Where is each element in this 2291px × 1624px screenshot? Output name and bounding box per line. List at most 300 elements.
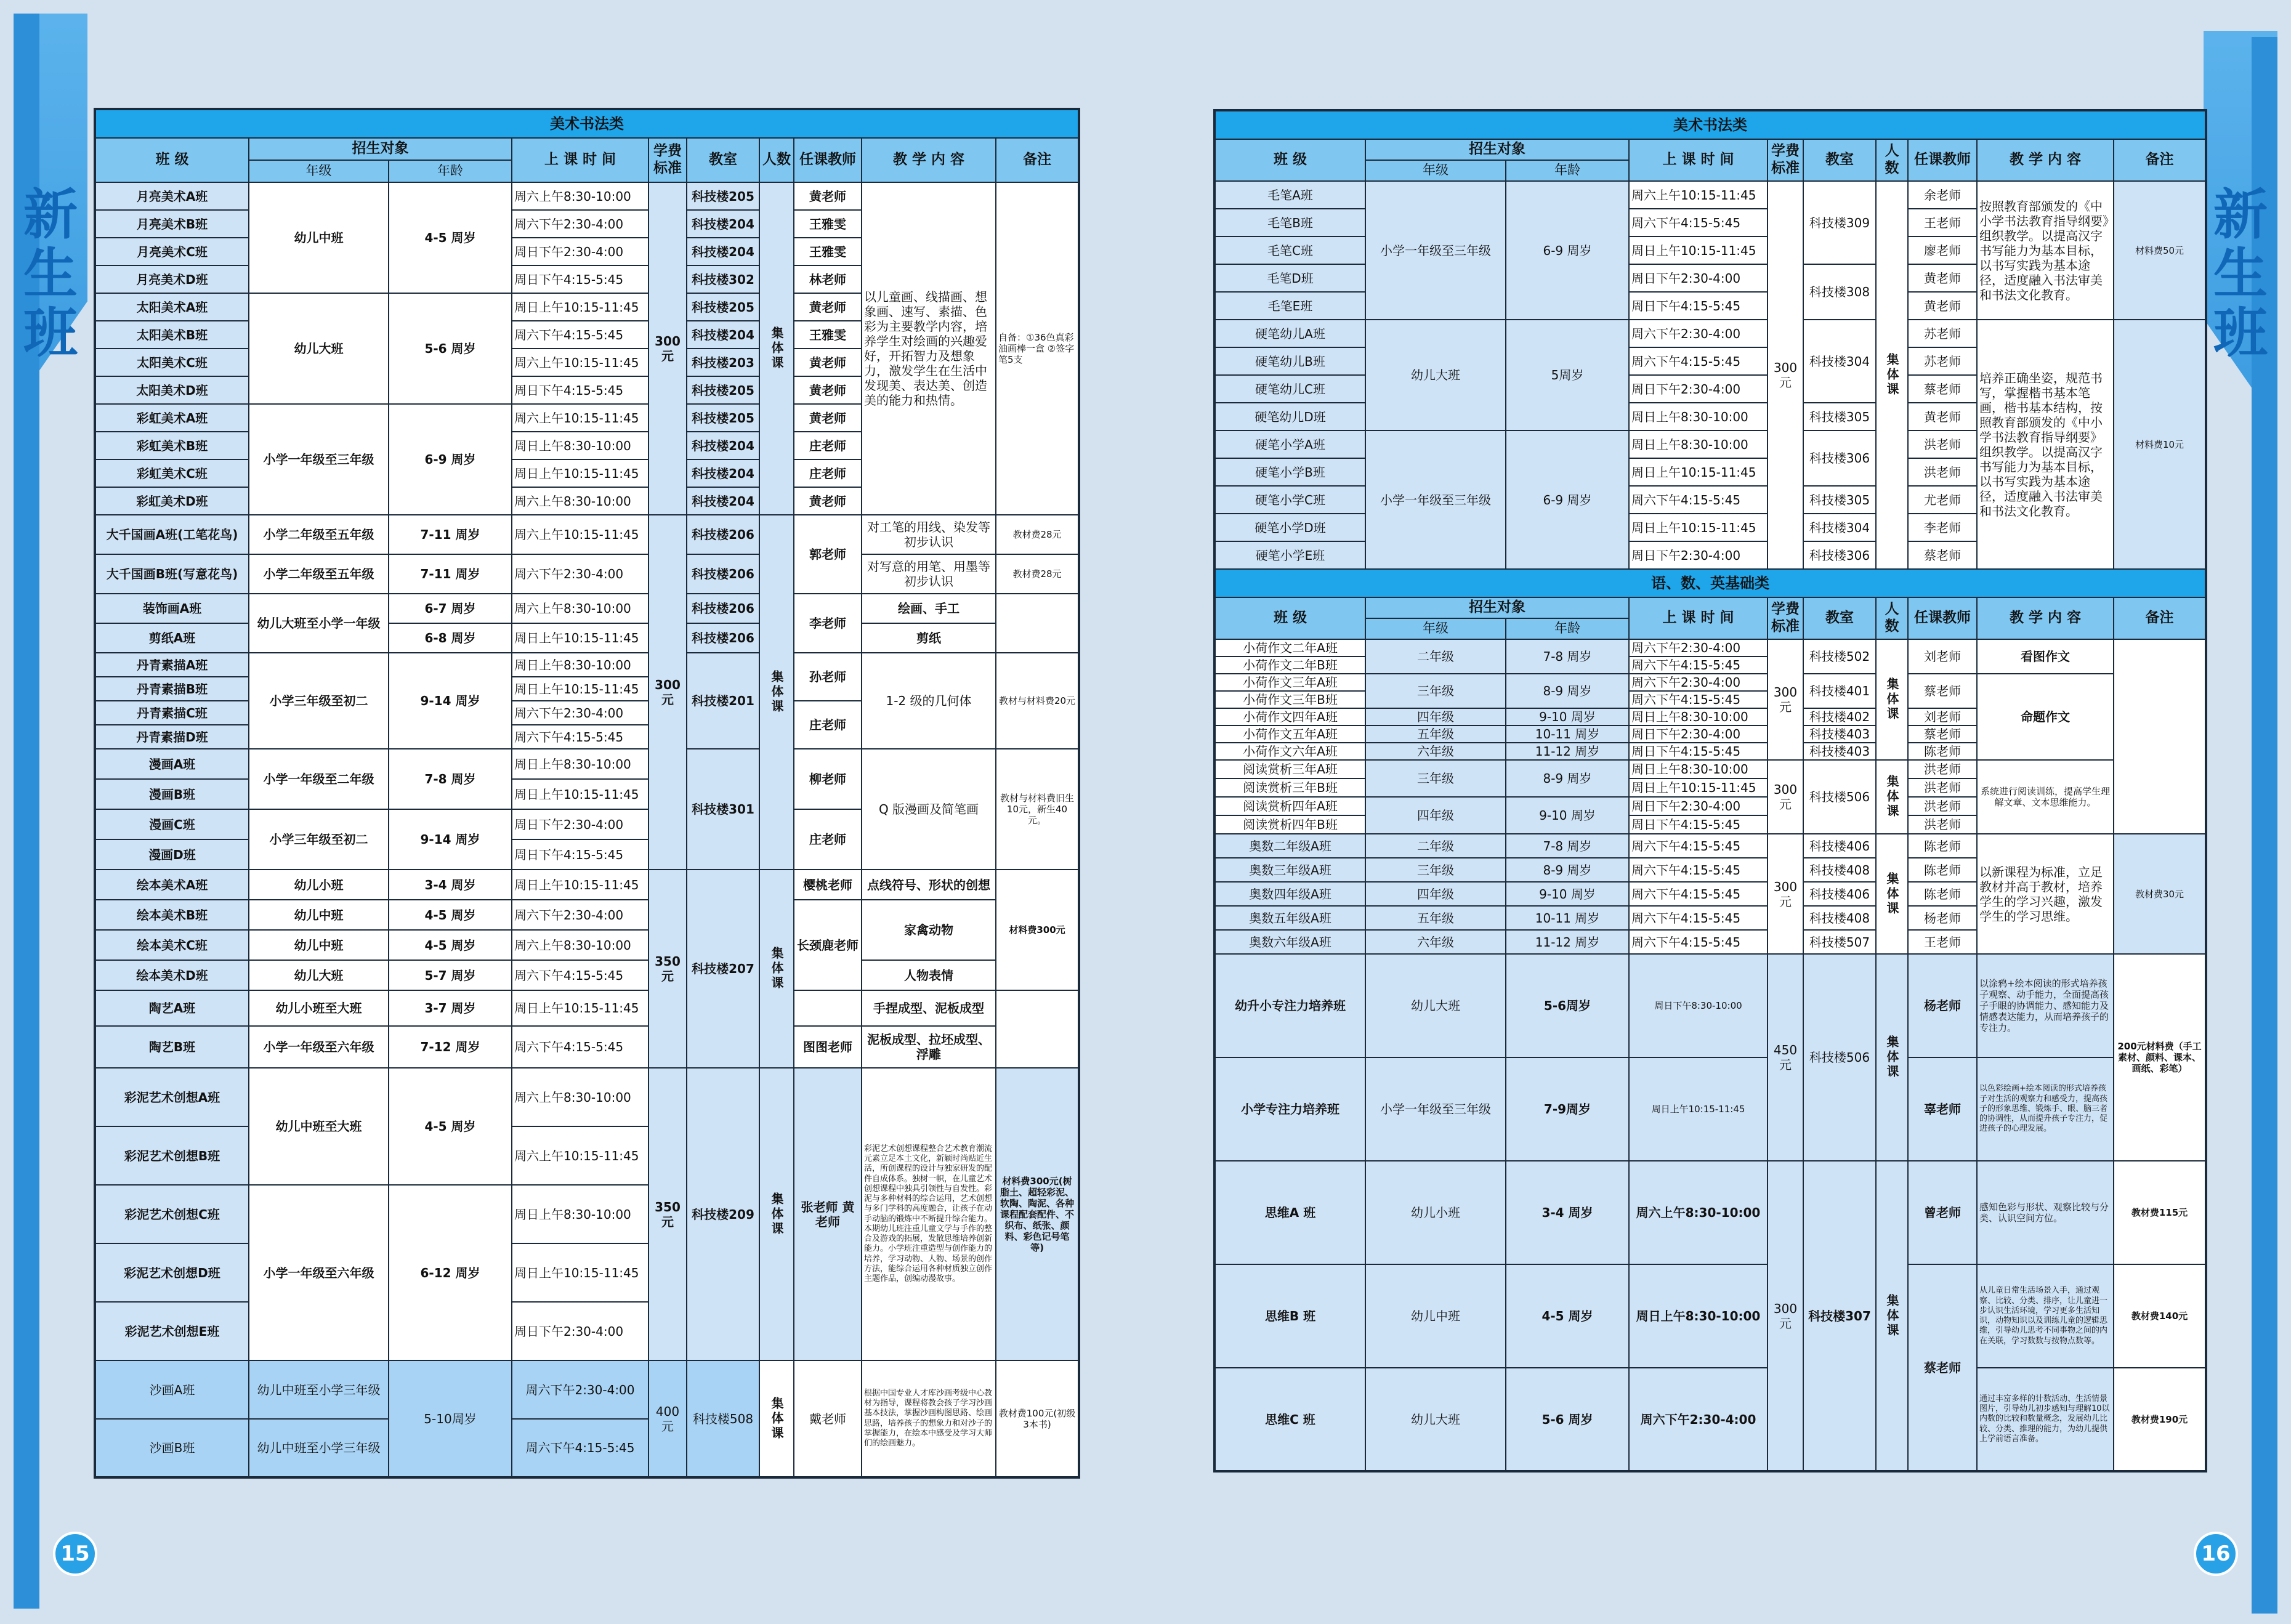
teacher-cell: 柳老师: [794, 749, 862, 809]
fee-cell: 300元: [1768, 639, 1803, 760]
teacher-cell: 洪老师: [1908, 815, 1977, 834]
grade-cell: 小学一年级至二年级: [249, 749, 389, 809]
content-cell: 以色彩绘画+绘本阅读的形式培养孩子对生活的观察力和感受力，提高孩子的形象思维、锻炼手、眼、脑三者的协调性，从而提升孩子专注力，促进孩子的心理发展。: [1977, 1057, 2114, 1161]
time-cell: 周六下午4:15-5:45: [1629, 858, 1768, 882]
header-people: 人数: [1876, 139, 1908, 181]
class-name: 幼升小专注力培养班: [1214, 954, 1365, 1057]
time-cell: 周六上午10:15-11:45: [512, 349, 649, 376]
people-cell: 集体课: [1876, 181, 1908, 569]
grade-cell: 幼儿大班: [1365, 320, 1506, 430]
content-cell: 点线符号、形状的创想: [862, 870, 996, 900]
class-name: 太阳美术A班: [95, 293, 249, 321]
fee-cell: 300元: [1768, 834, 1803, 954]
time-cell: 周日下午8:30-10:00: [1629, 954, 1768, 1057]
room-cell: 科技楼203: [687, 349, 759, 376]
content-cell: 家禽动物: [862, 900, 996, 960]
class-name: 太阳美术B班: [95, 321, 249, 349]
class-name: 大千国画B班(写意花鸟): [95, 554, 249, 594]
time-cell: 周六上午10:15-11:45: [512, 1126, 649, 1185]
age-cell: 9-10 周岁: [1506, 708, 1629, 725]
fee-cell: 300元: [649, 182, 687, 515]
grade-cell: 幼儿中班至小学三年级: [249, 1360, 389, 1419]
class-name: 毛笔A班: [1214, 181, 1365, 209]
grade-cell: 幼儿大班: [249, 960, 389, 990]
age-cell: 11-12 周岁: [1506, 743, 1629, 760]
room-cell: 科技楼206: [687, 594, 759, 623]
teacher-cell: 洪老师: [1908, 458, 1977, 486]
time-cell: 周六上午8:30-10:00: [1629, 1161, 1768, 1264]
grade-cell: 幼儿小班: [1365, 1161, 1506, 1264]
time-cell: 周日上午8:30-10:00: [1629, 708, 1768, 725]
header-content: 教 学 内 容: [1977, 597, 2114, 639]
table-row: [1214, 639, 2206, 656]
teacher-cell: 黄老师: [794, 293, 862, 321]
table-row: [1214, 320, 2206, 347]
time-cell: 周日上午10:15-11:45: [512, 1243, 649, 1302]
class-name: 陶艺B班: [95, 1026, 249, 1068]
time-cell: 周日上午8:30-10:00: [512, 432, 649, 459]
right-schedule-table: [1213, 109, 2207, 1473]
room-cell: 科技楼403: [1803, 743, 1876, 760]
content-cell: 根据中国专业人才库沙画考级中心教材为指导，课程将教会孩子学习沙画基本技法，掌握沙画构图思路、绘画思路，培养孩子的想象力和对沙子的掌握能力，在绘本中感受及学习大师们的绘画魅力。: [862, 1360, 996, 1477]
time-cell: 周六下午4:15-5:45: [1629, 347, 1768, 375]
table-row: [95, 1026, 1079, 1068]
room-cell: 科技楼508: [687, 1360, 759, 1477]
age-cell: 5周岁: [1506, 320, 1629, 430]
header-teacher: 任课教师: [1908, 139, 1977, 181]
class-name: 沙画B班: [95, 1419, 249, 1477]
room-cell: 科技楼206: [687, 623, 759, 653]
age-cell: 9-10 周岁: [1506, 797, 1629, 834]
table-row: [1214, 1264, 2206, 1368]
time-cell: 周六下午4:15-5:45: [1629, 906, 1768, 930]
teacher-cell: 黄老师: [794, 349, 862, 376]
room-cell: 科技楼406: [1803, 882, 1876, 906]
age-cell: 7-12 周岁: [389, 1026, 512, 1068]
time-cell: 周六下午2:30-4:00: [512, 1360, 649, 1419]
table-row: [95, 594, 1079, 623]
header-grade: 年级: [1365, 160, 1506, 181]
age-cell: 4-5 周岁: [389, 182, 512, 293]
class-name: 丹青素描A班: [95, 653, 249, 677]
table-row: [95, 182, 1079, 210]
time-cell: 周日上午10:15-11:45: [512, 990, 649, 1026]
teacher-cell: 辜老师: [1908, 1057, 1977, 1161]
teacher-cell: 庄老师: [794, 809, 862, 870]
class-name: 彩泥艺术创想B班: [95, 1126, 249, 1185]
class-name: 绘本美术D班: [95, 960, 249, 990]
note-cell: 教材费28元: [996, 554, 1079, 594]
note-cell: 200元材料费（手工素材、颜料、课本、画纸、彩笔）: [2114, 954, 2206, 1161]
time-cell: 周六下午4:15-5:45: [1629, 209, 1768, 236]
time-cell: 周六下午4:15-5:45: [512, 321, 649, 349]
teacher-cell: 黄老师: [1908, 403, 1977, 430]
grade-cell: 幼儿小班: [249, 870, 389, 900]
teacher-cell: 图图老师: [794, 1026, 862, 1068]
age-cell: 10-11 周岁: [1506, 725, 1629, 743]
class-name: 毛笔D班: [1214, 264, 1365, 292]
content-cell: 从儿童日常生活场景入手，通过观察、比较、分类、排序，让儿童进一步认识生活环境，学习更多生活知识，动物知识以及训练儿童的逻辑思维，引导幼儿思考不同事物之间的内在关联，学习数数与按物点数等。: [1977, 1264, 2114, 1368]
room-cell: 科技楼507: [1803, 930, 1876, 954]
time-cell: 周日下午4:15-5:45: [1629, 292, 1768, 320]
class-name: 奥数四年级A班: [1214, 882, 1365, 906]
header-content: 教 学 内 容: [1977, 139, 2114, 181]
room-cell: 科技楼306: [1803, 541, 1876, 569]
room-cell: 科技楼207: [687, 870, 759, 1068]
class-name: 绘本美术B班: [95, 900, 249, 930]
class-name: 阅读赏析四年A班: [1214, 797, 1365, 815]
time-cell: 周六下午2:30-4:00: [1629, 1368, 1768, 1471]
age-cell: 6-7 周岁: [389, 594, 512, 623]
class-name: 彩虹美术A班: [95, 404, 249, 432]
age-cell: 4-5 周岁: [1506, 1264, 1629, 1368]
header-fee: 学费标准: [1768, 139, 1803, 181]
grade-cell: 三年级: [1365, 760, 1506, 797]
time-cell: 周六下午2:30-4:00: [1629, 674, 1768, 691]
time-cell: 周六上午8:30-10:00: [512, 487, 649, 515]
time-cell: 周六上午10:15-11:45: [512, 404, 649, 432]
class-name: 绘本美术A班: [95, 870, 249, 900]
room-cell: 科技楼305: [1803, 486, 1876, 514]
table-row: [95, 554, 1079, 594]
section-title: 美术书法类: [95, 109, 1079, 138]
content-cell: 培养正确坐姿，规范书写，掌握楷书基本笔画，楷书基本结构，按照教育部颁发的《中小学书法教育指导纲要》组织教学。以提高汉字书写能力为基本目标，以书写实践为基本途径，适度融入书法审美和书法文化教育。: [1977, 320, 2114, 569]
age-cell: 8-9 周岁: [1506, 674, 1629, 708]
room-cell: 科技楼305: [1803, 403, 1876, 430]
time-cell: 周日下午4:15-5:45: [1629, 815, 1768, 834]
class-name: 毛笔B班: [1214, 209, 1365, 236]
class-name: 硬笔幼儿B班: [1214, 347, 1365, 375]
class-name: 漫画D班: [95, 839, 249, 870]
age-cell: 3-7 周岁: [389, 990, 512, 1026]
table-row: [95, 653, 1079, 677]
time-cell: 周六下午4:15-5:45: [1629, 691, 1768, 708]
time-cell: 周日上午8:30-10:00: [512, 1185, 649, 1243]
time-cell: 周日上午8:30-10:00: [512, 749, 649, 779]
time-cell: 周日上午10:15-11:45: [1629, 236, 1768, 264]
time-cell: 周六下午2:30-4:00: [512, 900, 649, 930]
class-name: 丹青素描B班: [95, 677, 249, 701]
teacher-cell: 王雅雯: [794, 238, 862, 265]
class-name: 思维B 班: [1214, 1264, 1365, 1368]
grade-cell: 小学一年级至三年级: [1365, 1057, 1506, 1161]
fee-cell: 350元: [649, 1068, 687, 1360]
class-name: 硬笔小学C班: [1214, 486, 1365, 514]
time-cell: 周日上午10:15-11:45: [1629, 514, 1768, 541]
teacher-cell: 王雅雯: [794, 321, 862, 349]
table-row: [95, 1360, 1079, 1419]
header-fee: 学费标准: [1768, 597, 1803, 639]
time-cell: 周六下午2:30-4:00: [1629, 639, 1768, 656]
header-enroll: 招生对象: [1365, 139, 1629, 160]
grade-cell: 小学一年级至三年级: [249, 404, 389, 515]
teacher-cell: 庄老师: [794, 459, 862, 487]
room-cell: 科技楼204: [687, 238, 759, 265]
fee-cell: 350元: [649, 870, 687, 1068]
room-cell: 科技楼304: [1803, 320, 1876, 403]
class-name: 月亮美术C班: [95, 238, 249, 265]
people-cell: 集体课: [1876, 834, 1908, 954]
table-row: [1214, 674, 2206, 691]
room-cell: 科技楼206: [687, 515, 759, 554]
teacher-cell: 王老师: [1908, 209, 1977, 236]
grade-cell: 幼儿中班: [249, 930, 389, 960]
time-cell: 周日下午2:30-4:00: [1629, 541, 1768, 569]
note-cell: 教材与材料费20元: [996, 653, 1079, 749]
grade-cell: 幼儿中班至大班: [249, 1068, 389, 1185]
grade-cell: 四年级: [1365, 708, 1506, 725]
fee-cell: 400元: [649, 1360, 687, 1477]
section-title: 语、数、英基础类: [1214, 569, 2206, 597]
header-room: 教室: [687, 138, 759, 182]
content-cell: 绘画、手工: [862, 594, 996, 623]
teacher-cell: 李老师: [1908, 514, 1977, 541]
age-cell: 8-9 周岁: [1506, 760, 1629, 797]
age-cell: 7-11 周岁: [389, 554, 512, 594]
class-name: 小荷作文二年B班: [1214, 656, 1365, 674]
age-cell: 6-9 周岁: [1506, 430, 1629, 569]
room-cell: 科技楼406: [1803, 834, 1876, 858]
room-cell: 科技楼309: [1803, 181, 1876, 264]
time-cell: 周六下午4:15-5:45: [1629, 656, 1768, 674]
teacher-cell: 蔡老师: [1908, 541, 1977, 569]
time-cell: 周六上午10:15-11:45: [512, 515, 649, 554]
grade-cell: 幼儿中班: [1365, 1264, 1506, 1368]
class-name: 彩虹美术B班: [95, 432, 249, 459]
grade-cell: 六年级: [1365, 743, 1506, 760]
teacher-cell: 杨老师: [1908, 906, 1977, 930]
room-cell: 科技楼408: [1803, 906, 1876, 930]
page-number: 15: [53, 1532, 97, 1576]
table-row: [95, 515, 1079, 554]
age-cell: 4-5 周岁: [389, 1068, 512, 1185]
people-cell: 集体课: [759, 515, 794, 870]
room-cell: 科技楼205: [687, 182, 759, 210]
time-cell: 周六下午4:15-5:45: [512, 1419, 649, 1477]
content-cell: 对写意的用笔、用墨等初步认识: [862, 554, 996, 594]
header-people: 人数: [1876, 597, 1908, 639]
grade-cell: 小学一年级至六年级: [249, 1026, 389, 1068]
grade-cell: 四年级: [1365, 882, 1506, 906]
class-name: 月亮美术B班: [95, 210, 249, 238]
table-row: [95, 870, 1079, 900]
class-name: 奥数六年级A班: [1214, 930, 1365, 954]
time-cell: 周六下午2:30-4:00: [512, 210, 649, 238]
age-cell: 5-6周岁: [1506, 954, 1629, 1057]
grade-cell: 小学二年级至五年级: [249, 515, 389, 554]
teacher-cell: 樱桃老师: [794, 870, 862, 900]
table-row: [1214, 1057, 2206, 1161]
header-content: 教 学 内 容: [862, 138, 996, 182]
class-name: 奥数二年级A班: [1214, 834, 1365, 858]
time-cell: 周日下午2:30-4:00: [512, 809, 649, 839]
room-cell: 科技楼408: [1803, 858, 1876, 882]
time-cell: 周六上午8:30-10:00: [512, 182, 649, 210]
time-cell: 周日下午2:30-4:00: [1629, 264, 1768, 292]
teacher-cell: 陈老师: [1908, 882, 1977, 906]
class-name: 太阳美术C班: [95, 349, 249, 376]
age-cell: 6-9 周岁: [1506, 181, 1629, 320]
fee-cell: 300元: [1768, 1161, 1803, 1471]
age-cell: 5-7 周岁: [389, 960, 512, 990]
class-name: 硬笔幼儿C班: [1214, 375, 1365, 403]
note-cell: 教材费100元(初级3本书): [996, 1360, 1079, 1477]
class-name: 陶艺A班: [95, 990, 249, 1026]
header-fee: 学费标准: [649, 138, 687, 182]
time-cell: 周日上午10:15-11:45: [1629, 1057, 1768, 1161]
grade-cell: 二年级: [1365, 834, 1506, 858]
time-cell: 周日下午2:30-4:00: [1629, 375, 1768, 403]
teacher-cell: 洪老师: [1908, 797, 1977, 815]
grade-cell: 四年级: [1365, 797, 1506, 834]
grade-cell: 幼儿大班: [1365, 1368, 1506, 1471]
note-cell: [996, 594, 1079, 653]
people-cell: 集体课: [759, 1360, 794, 1477]
left-schedule-table: [94, 108, 1080, 1479]
class-name: 硬笔小学A班: [1214, 430, 1365, 458]
content-cell: 看图作文: [1977, 639, 2114, 674]
people-cell: 集体课: [1876, 639, 1908, 760]
class-name: 装饰画A班: [95, 594, 249, 623]
age-cell: 7-8 周岁: [389, 749, 512, 809]
people-cell: 集体课: [759, 1068, 794, 1360]
table-row: [95, 960, 1079, 990]
age-cell: 10-11 周岁: [1506, 906, 1629, 930]
header-grade: 年级: [1365, 618, 1506, 639]
table-row: [95, 623, 1079, 653]
time-cell: 周日上午10:15-11:45: [512, 293, 649, 321]
teacher-cell: 蔡老师: [1908, 375, 1977, 403]
people-cell: 集体课: [759, 182, 794, 515]
time-cell: 周日上午10:15-11:45: [512, 459, 649, 487]
teacher-cell: 陈老师: [1908, 743, 1977, 760]
class-name: 彩泥艺术创想A班: [95, 1068, 249, 1126]
class-name: 阅读赏析三年B班: [1214, 778, 1365, 797]
room-cell: 科技楼502: [1803, 639, 1876, 674]
class-name: 小荷作文二年A班: [1214, 639, 1365, 656]
grade-cell: 五年级: [1365, 725, 1506, 743]
people-cell: 集体课: [1876, 1161, 1908, 1471]
room-cell: 科技楼302: [687, 265, 759, 293]
time-cell: 周日上午10:15-11:45: [512, 623, 649, 653]
class-name: 彩虹美术D班: [95, 487, 249, 515]
time-cell: 周日下午2:30-4:00: [512, 1302, 649, 1360]
class-name: 毛笔C班: [1214, 236, 1365, 264]
time-cell: 周六上午8:30-10:00: [512, 1068, 649, 1126]
class-name: 硬笔幼儿A班: [1214, 320, 1365, 347]
teacher-cell: 苏老师: [1908, 320, 1977, 347]
grade-cell: 小学一年级至三年级: [1365, 181, 1506, 320]
room-cell: 科技楼306: [1803, 430, 1876, 486]
header-teacher: 任课教师: [1908, 597, 1977, 639]
class-name: 思维C 班: [1214, 1368, 1365, 1471]
content-cell: 以儿童画、线描画、想象画、速写、素描、色彩为主要教学内容，培养学生对绘画的兴趣爱好，开拓智力及想象力，激发学生在生活中发现美、表达美、创造美的能力和热情。: [862, 182, 996, 515]
header-note: 备注: [996, 138, 1079, 182]
time-cell: 周日下午4:15-5:45: [512, 265, 649, 293]
class-name: 绘本美术C班: [95, 930, 249, 960]
table-row: [1214, 1161, 2206, 1264]
teacher-cell: 李老师: [794, 594, 862, 653]
time-cell: 周六下午4:15-5:45: [1629, 930, 1768, 954]
people-cell: 集体课: [1876, 954, 1908, 1161]
teacher-cell: 曾老师: [1908, 1161, 1977, 1264]
grade-cell: 幼儿中班: [249, 182, 389, 293]
note-cell: 自备：①36色真彩油画棒一盒 ②签字笔5支: [996, 182, 1079, 515]
teacher-cell: 林老师: [794, 265, 862, 293]
age-cell: 3-4 周岁: [1506, 1161, 1629, 1264]
fee-cell: 450元: [1768, 954, 1803, 1161]
age-cell: 4-5 周岁: [389, 930, 512, 960]
class-name: 小荷作文三年B班: [1214, 691, 1365, 708]
age-cell: 11-12 周岁: [1506, 930, 1629, 954]
grade-cell: 幼儿小班至大班: [249, 990, 389, 1026]
room-cell: 科技楼308: [1803, 264, 1876, 320]
time-cell: 周日下午4:15-5:45: [1629, 743, 1768, 760]
content-cell: 以涂鸦+绘本阅读的形式培养孩子观察、动手能力，全面提高孩子手眼的协调能力、感知能力及情感表达能力，从而培养孩子的专注力。: [1977, 954, 2114, 1057]
age-cell: 7-11 周岁: [389, 515, 512, 554]
header-age: 年龄: [1506, 160, 1629, 181]
table-row: [1214, 1368, 2206, 1471]
teacher-cell: 洪老师: [1908, 430, 1977, 458]
age-cell: 5-10周岁: [389, 1360, 512, 1477]
grade-cell: 幼儿大班: [1365, 954, 1506, 1057]
grade-cell: 小学三年级至初二: [249, 653, 389, 749]
side-title: 新生班: [23, 182, 78, 365]
class-name: 月亮美术D班: [95, 265, 249, 293]
teacher-cell: 尤老师: [1908, 486, 1977, 514]
note-cell: 材料费300元: [996, 870, 1079, 990]
room-cell: 科技楼401: [1803, 674, 1876, 708]
teacher-cell: 刘老师: [1908, 708, 1977, 725]
teacher-cell: 洪老师: [1908, 778, 1977, 797]
class-name: 硬笔小学B班: [1214, 458, 1365, 486]
class-name: 彩泥艺术创想D班: [95, 1243, 249, 1302]
teacher-cell: 蔡老师: [1908, 674, 1977, 708]
age-cell: 6-9 周岁: [389, 404, 512, 515]
time-cell: 周六下午2:30-4:00: [512, 701, 649, 725]
teacher-cell: 黄老师: [794, 487, 862, 515]
teacher-cell: 杨老师: [1908, 954, 1977, 1057]
teacher-cell: 黄老师: [794, 404, 862, 432]
grade-cell: 幼儿中班至小学三年级: [249, 1419, 389, 1477]
time-cell: 周日上午10:15-11:45: [512, 779, 649, 809]
content-cell: 以新课程为标准，立足教材并高于教材，培养学生的学习兴趣，激发学生的学习思维。: [1977, 834, 2114, 954]
class-name: 丹青素描D班: [95, 725, 249, 749]
fee-cell: 300元: [1768, 760, 1803, 834]
class-name: 奥数三年级A班: [1214, 858, 1365, 882]
content-cell: Q 版漫画及简笔画: [862, 749, 996, 870]
age-cell: 7-8 周岁: [1506, 639, 1629, 674]
time-cell: 周日上午10:15-11:45: [512, 677, 649, 701]
time-cell: 周六下午4:15-5:45: [1629, 882, 1768, 906]
class-name: 彩虹美术C班: [95, 459, 249, 487]
teacher-cell: 黄老师: [1908, 264, 1977, 292]
grade-cell: 五年级: [1365, 906, 1506, 930]
table-row: [95, 990, 1079, 1026]
teacher-cell: 郭老师: [794, 515, 862, 594]
people-cell: 集体课: [1876, 760, 1908, 834]
class-name: 太阳美术D班: [95, 376, 249, 404]
time-cell: 周日上午8:30-10:00: [1629, 760, 1768, 778]
teacher-cell: 蔡老师: [1908, 1264, 1977, 1471]
content-cell: 泥板成型、拉坯成型、浮雕: [862, 1026, 996, 1068]
teacher-cell: 孙老师: [794, 653, 862, 701]
note-cell: 教材费115元: [2114, 1161, 2206, 1264]
class-name: 彩泥艺术创想C班: [95, 1185, 249, 1243]
note-cell: 教材费140元: [2114, 1264, 2206, 1368]
class-name: 漫画B班: [95, 779, 249, 809]
room-cell: 科技楼204: [687, 210, 759, 238]
